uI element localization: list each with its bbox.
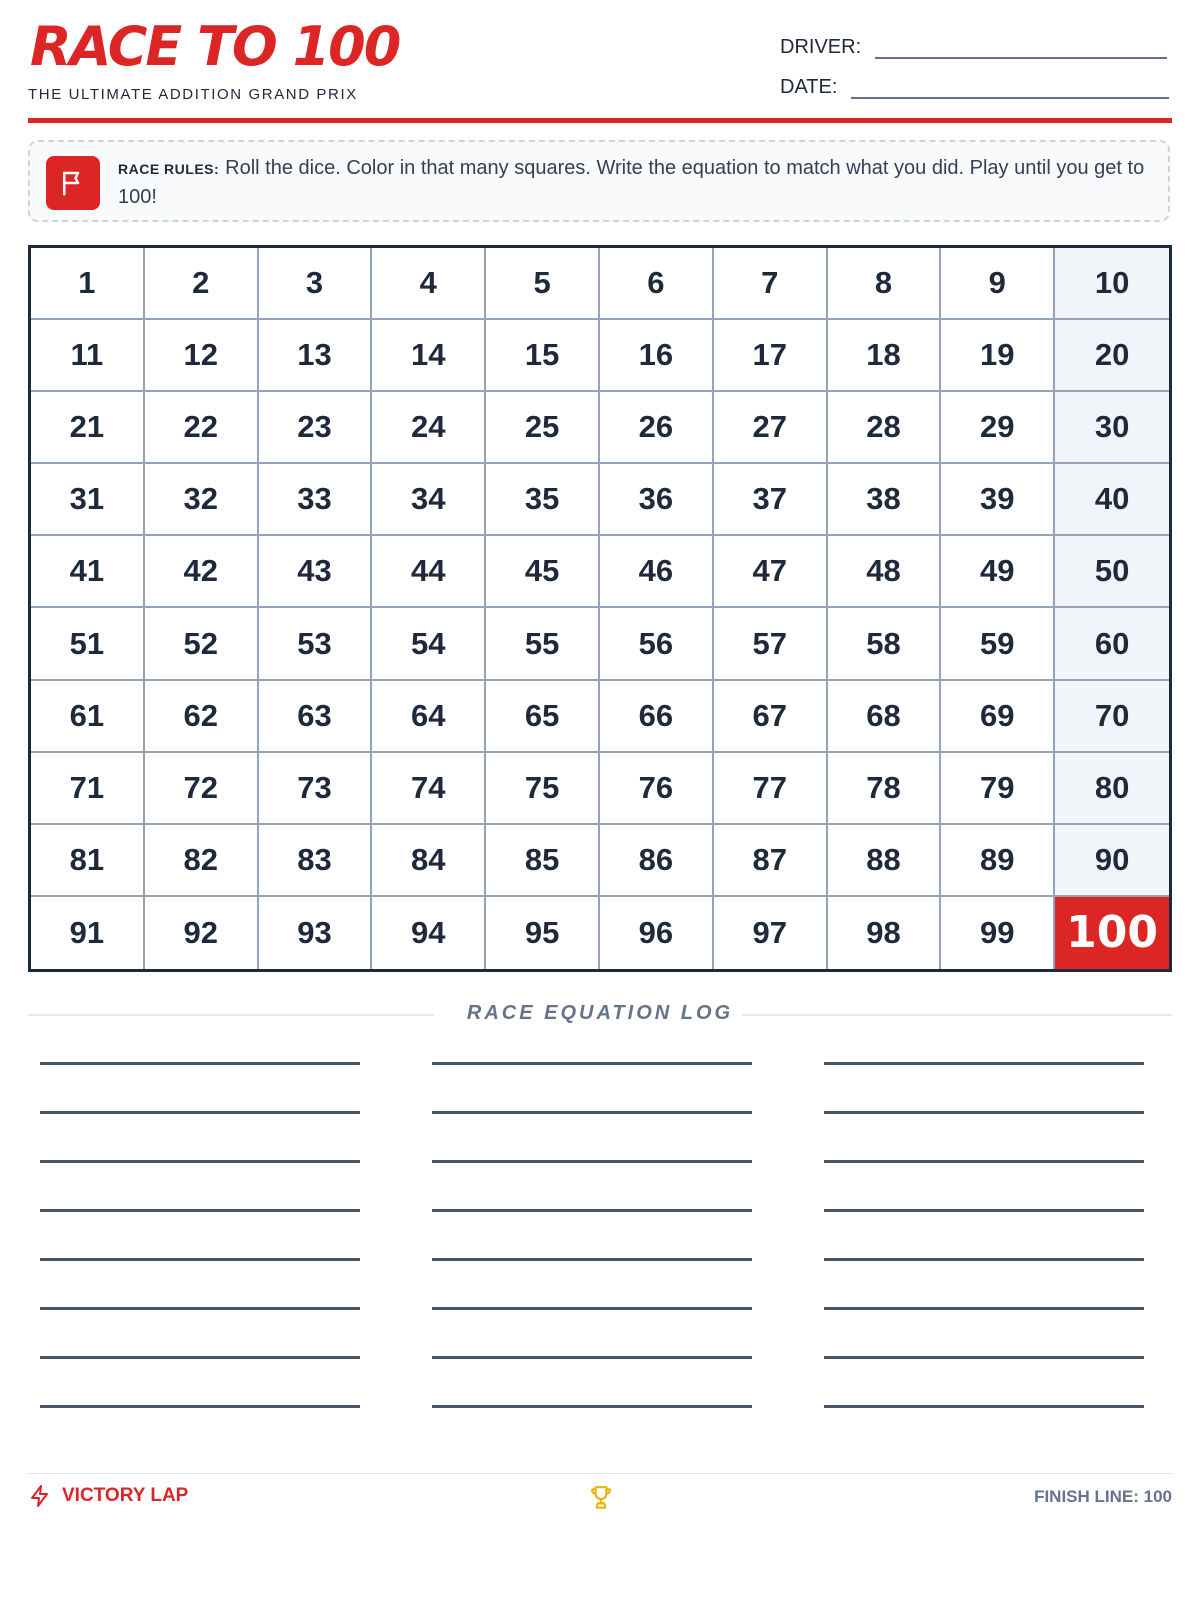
number-square[interactable]: 81 bbox=[31, 825, 145, 897]
log-header bbox=[28, 1000, 1172, 1030]
number-square[interactable]: 17 bbox=[714, 320, 828, 392]
number-square[interactable]: 2 bbox=[145, 248, 259, 320]
finish-line-label: FINISH LINE: 100 bbox=[1034, 1487, 1172, 1506]
log-title: RACE EQUATION LOG bbox=[466, 1002, 734, 1024]
number-square[interactable]: 15 bbox=[486, 320, 600, 392]
number-square[interactable]: 87 bbox=[714, 825, 828, 897]
number-square[interactable]: 22 bbox=[145, 392, 259, 464]
number-square[interactable]: 38 bbox=[828, 464, 942, 536]
number-square[interactable]: 1 bbox=[31, 248, 145, 320]
equation-line[interactable] bbox=[432, 1258, 752, 1261]
driver-label: DRIVER: bbox=[780, 36, 862, 58]
finish-square[interactable]: 100 bbox=[1055, 897, 1169, 969]
number-square[interactable]: 31 bbox=[31, 464, 145, 536]
number-square[interactable]: 54 bbox=[372, 608, 486, 680]
rules-text: Roll the dice. Color in that many squares. Write the equation to match what you did. Play until you get to 100! bbox=[118, 157, 1145, 208]
number-square[interactable]: 89 bbox=[941, 825, 1055, 897]
number-square[interactable]: 80 bbox=[1055, 753, 1169, 825]
equation-line[interactable] bbox=[432, 1356, 752, 1359]
number-square[interactable]: 6 bbox=[600, 248, 714, 320]
number-square[interactable]: 32 bbox=[145, 464, 259, 536]
number-square[interactable]: 74 bbox=[372, 753, 486, 825]
number-square[interactable]: 56 bbox=[600, 608, 714, 680]
number-square[interactable]: 85 bbox=[486, 825, 600, 897]
number-square[interactable]: 13 bbox=[259, 320, 373, 392]
equation-line[interactable] bbox=[40, 1111, 360, 1114]
number-square[interactable]: 33 bbox=[259, 464, 373, 536]
number-square[interactable]: 25 bbox=[486, 392, 600, 464]
number-square[interactable]: 4 bbox=[372, 248, 486, 320]
number-square[interactable]: 62 bbox=[145, 681, 259, 753]
lightning-icon bbox=[28, 1484, 52, 1508]
equation-line[interactable] bbox=[824, 1405, 1144, 1408]
equation-line[interactable] bbox=[432, 1405, 752, 1408]
number-square[interactable]: 65 bbox=[486, 681, 600, 753]
date-input-line[interactable] bbox=[851, 97, 1169, 99]
number-square[interactable]: 7 bbox=[714, 248, 828, 320]
number-square[interactable]: 12 bbox=[145, 320, 259, 392]
date-label: DATE: bbox=[780, 76, 838, 98]
number-square[interactable]: 99 bbox=[941, 897, 1055, 969]
number-square[interactable]: 14 bbox=[372, 320, 486, 392]
number-square[interactable]: 91 bbox=[31, 897, 145, 969]
number-square[interactable]: 66 bbox=[600, 681, 714, 753]
number-square[interactable]: 36 bbox=[600, 464, 714, 536]
number-square[interactable]: 3 bbox=[259, 248, 373, 320]
number-square[interactable]: 94 bbox=[372, 897, 486, 969]
number-square[interactable]: 58 bbox=[828, 608, 942, 680]
number-square[interactable]: 73 bbox=[259, 753, 373, 825]
number-square[interactable]: 97 bbox=[714, 897, 828, 969]
number-square[interactable]: 10 bbox=[1055, 248, 1169, 320]
equation-line[interactable] bbox=[432, 1160, 752, 1163]
number-square[interactable]: 46 bbox=[600, 536, 714, 608]
number-square[interactable]: 34 bbox=[372, 464, 486, 536]
number-square[interactable]: 53 bbox=[259, 608, 373, 680]
equation-line[interactable] bbox=[40, 1209, 360, 1212]
number-square[interactable]: 43 bbox=[259, 536, 373, 608]
equation-line[interactable] bbox=[40, 1062, 360, 1065]
number-square[interactable]: 26 bbox=[600, 392, 714, 464]
number-square[interactable]: 8 bbox=[828, 248, 942, 320]
worksheet-page bbox=[28, 0, 1172, 1506]
equation-line[interactable] bbox=[40, 1307, 360, 1310]
number-square[interactable]: 76 bbox=[600, 753, 714, 825]
equation-line[interactable] bbox=[824, 1258, 1144, 1261]
number-square[interactable]: 67 bbox=[714, 681, 828, 753]
equation-line[interactable] bbox=[40, 1405, 360, 1408]
number-square[interactable]: 86 bbox=[600, 825, 714, 897]
number-square[interactable]: 11 bbox=[31, 320, 145, 392]
number-square[interactable]: 83 bbox=[259, 825, 373, 897]
driver-field[interactable] bbox=[780, 36, 1167, 59]
log-divider-right bbox=[742, 1014, 1172, 1016]
number-square[interactable]: 78 bbox=[828, 753, 942, 825]
equation-line[interactable] bbox=[40, 1356, 360, 1359]
equation-line[interactable] bbox=[824, 1209, 1144, 1212]
equation-line[interactable] bbox=[824, 1111, 1144, 1114]
driver-input-line[interactable] bbox=[875, 57, 1167, 59]
number-square[interactable]: 21 bbox=[31, 392, 145, 464]
number-square[interactable]: 50 bbox=[1055, 536, 1169, 608]
number-square[interactable]: 29 bbox=[941, 392, 1055, 464]
date-field[interactable] bbox=[780, 76, 1169, 99]
number-square[interactable]: 77 bbox=[714, 753, 828, 825]
number-square[interactable]: 59 bbox=[941, 608, 1055, 680]
number-square[interactable]: 84 bbox=[372, 825, 486, 897]
number-square[interactable]: 39 bbox=[941, 464, 1055, 536]
number-square[interactable]: 20 bbox=[1055, 320, 1169, 392]
victory-lap-label: VICTORY LAP bbox=[62, 1485, 189, 1506]
number-square[interactable]: 57 bbox=[714, 608, 828, 680]
number-square[interactable]: 69 bbox=[941, 681, 1055, 753]
number-square[interactable]: 16 bbox=[600, 320, 714, 392]
equation-line[interactable] bbox=[824, 1160, 1144, 1163]
number-square[interactable]: 5 bbox=[486, 248, 600, 320]
number-square[interactable]: 41 bbox=[31, 536, 145, 608]
equation-line[interactable] bbox=[432, 1062, 752, 1065]
number-square[interactable]: 63 bbox=[259, 681, 373, 753]
equation-line[interactable] bbox=[824, 1307, 1144, 1310]
equation-line[interactable] bbox=[432, 1111, 752, 1114]
number-square[interactable]: 75 bbox=[486, 753, 600, 825]
trophy-icon bbox=[588, 1484, 614, 1517]
number-square[interactable]: 49 bbox=[941, 536, 1055, 608]
number-square[interactable]: 95 bbox=[486, 897, 600, 969]
number-square[interactable]: 60 bbox=[1055, 608, 1169, 680]
hundred-chart bbox=[28, 245, 1172, 972]
number-square[interactable]: 44 bbox=[372, 536, 486, 608]
number-square[interactable]: 82 bbox=[145, 825, 259, 897]
number-square[interactable]: 9 bbox=[941, 248, 1055, 320]
rules-box bbox=[28, 140, 1170, 222]
page-subtitle: THE ULTIMATE ADDITION GRAND PRIX bbox=[28, 86, 358, 103]
number-square[interactable]: 96 bbox=[600, 897, 714, 969]
number-square[interactable]: 45 bbox=[486, 536, 600, 608]
rules-label: RACE RULES: bbox=[118, 161, 220, 177]
footer-victory-lap bbox=[28, 1484, 188, 1508]
rules-text-block bbox=[118, 154, 1148, 211]
equation-line[interactable] bbox=[432, 1307, 752, 1310]
number-square[interactable]: 93 bbox=[259, 897, 373, 969]
number-square[interactable]: 52 bbox=[145, 608, 259, 680]
equation-line[interactable] bbox=[40, 1160, 360, 1163]
number-square[interactable]: 35 bbox=[486, 464, 600, 536]
number-square[interactable]: 18 bbox=[828, 320, 942, 392]
number-square[interactable]: 55 bbox=[486, 608, 600, 680]
number-square[interactable]: 28 bbox=[828, 392, 942, 464]
number-square[interactable]: 88 bbox=[828, 825, 942, 897]
number-square[interactable]: 51 bbox=[31, 608, 145, 680]
equation-line[interactable] bbox=[824, 1062, 1144, 1065]
number-square[interactable]: 37 bbox=[714, 464, 828, 536]
number-square[interactable]: 19 bbox=[941, 320, 1055, 392]
equation-line[interactable] bbox=[824, 1356, 1144, 1359]
number-square[interactable]: 64 bbox=[372, 681, 486, 753]
number-square[interactable]: 42 bbox=[145, 536, 259, 608]
number-square[interactable]: 98 bbox=[828, 897, 942, 969]
number-square[interactable]: 61 bbox=[31, 681, 145, 753]
number-square[interactable]: 79 bbox=[941, 753, 1055, 825]
number-square[interactable]: 24 bbox=[372, 392, 486, 464]
number-square[interactable]: 23 bbox=[259, 392, 373, 464]
equation-line[interactable] bbox=[40, 1258, 360, 1261]
number-square[interactable]: 90 bbox=[1055, 825, 1169, 897]
number-square[interactable]: 70 bbox=[1055, 681, 1169, 753]
number-square[interactable]: 47 bbox=[714, 536, 828, 608]
page-title: RACE TO 100 bbox=[30, 15, 400, 78]
number-square[interactable]: 71 bbox=[31, 753, 145, 825]
number-square[interactable]: 92 bbox=[145, 897, 259, 969]
equation-line[interactable] bbox=[432, 1209, 752, 1212]
number-square[interactable]: 72 bbox=[145, 753, 259, 825]
number-square[interactable]: 40 bbox=[1055, 464, 1169, 536]
number-square[interactable]: 27 bbox=[714, 392, 828, 464]
header-divider bbox=[28, 118, 1172, 123]
number-square[interactable]: 48 bbox=[828, 536, 942, 608]
header bbox=[28, 0, 1172, 118]
number-square[interactable]: 30 bbox=[1055, 392, 1169, 464]
footer-divider bbox=[28, 1473, 1172, 1474]
flag-icon bbox=[46, 156, 100, 210]
number-square[interactable]: 68 bbox=[828, 681, 942, 753]
